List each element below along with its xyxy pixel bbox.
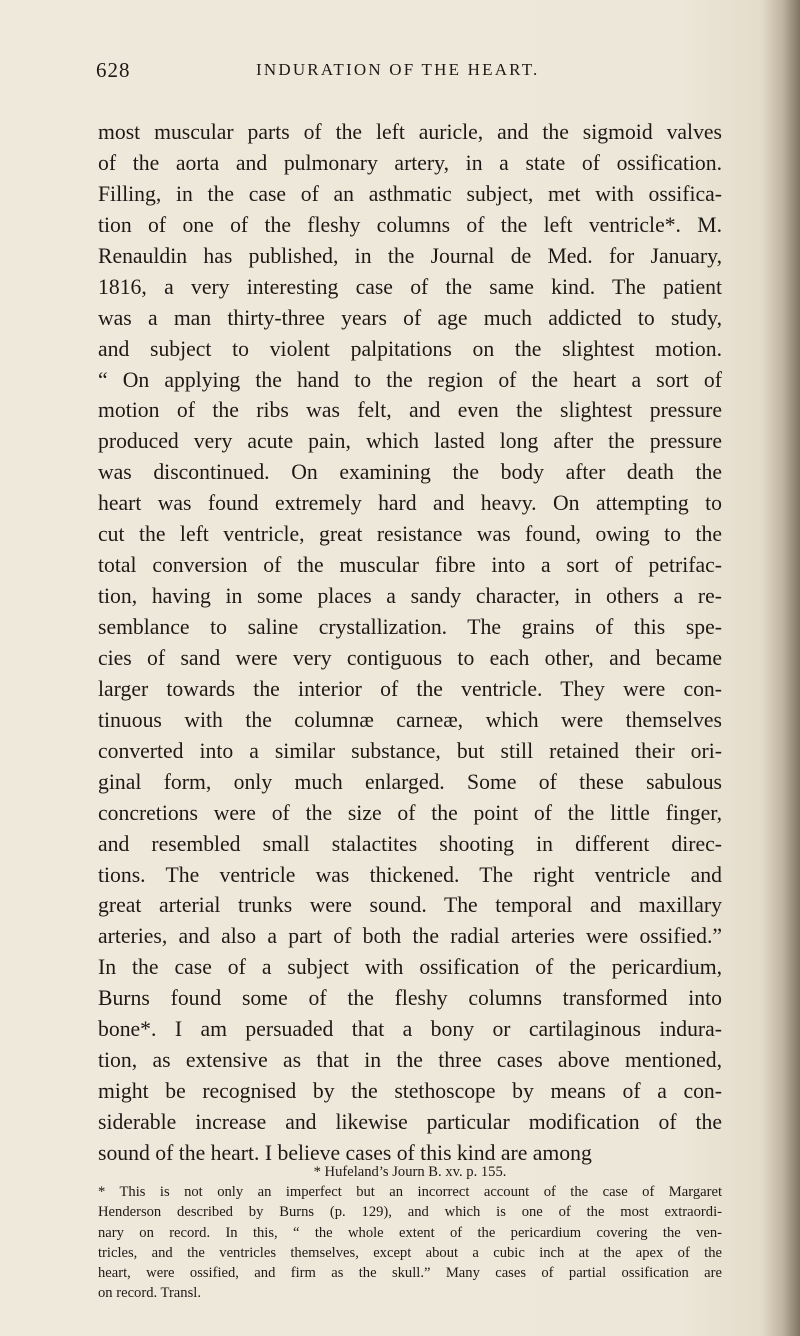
body-line: motion of the ribs was felt, and even the slightest pressure (98, 398, 722, 423)
footnote-line: * This is not only an imperfect but an incorrect account of the case of Margaret (98, 1184, 722, 1201)
body-line: great arterial trunks were sound. The temporal and maxillary (98, 893, 722, 918)
running-head: INDURATION OF THE HEART. (256, 60, 540, 79)
body-line: Renauldin has published, in the Journal de Med. for January, (98, 243, 722, 268)
page-edge-shadow (762, 0, 800, 1336)
body-line: and resembled small stalactites shooting in different direc- (98, 831, 722, 856)
body-line: Filling, in the case of an asthmatic subject, met with ossifica- (98, 181, 722, 206)
footnote-line: heart, were ossified, and firm as the skull.” Many cases of partial ossification are (98, 1264, 722, 1281)
footnote-line: Henderson described by Burns (p. 129), and which is one of the most extraordi- (98, 1204, 722, 1221)
body-line: produced very acute pain, which lasted long after the pressure (98, 429, 722, 454)
body-line: tion of one of the fleshy columns of the left ventricle*. M. (98, 212, 722, 237)
body-line: “ On applying the hand to the region of the heart a sort of (98, 367, 722, 392)
body-line: tion, having in some places a sandy character, in others a re- (98, 584, 722, 609)
body-line: 1816, a very interesting case of the same kind. The patient (98, 274, 722, 299)
body-line: In the case of a subject with ossification of the pericardium, (98, 955, 722, 980)
body-line: larger towards the interior of the ventricle. They were con- (98, 676, 722, 701)
body-line: siderable increase and likewise particular modification of the (98, 1110, 722, 1134)
footnote-line: nary on record. In this, “ the whole extent of the pericardium covering the ven- (98, 1224, 722, 1241)
body-line: total conversion of the muscular fibre into a sort of petrifac- (98, 553, 722, 578)
page-header (96, 58, 716, 88)
body-line: sound of the heart. I believe cases of this kind are among (98, 1140, 592, 1165)
body-line: most muscular parts of the left auricle, and the sigmoid valves (98, 120, 722, 144)
body-line: was discontinued. On examining the body after death the (98, 460, 722, 485)
footnotes (98, 1162, 722, 1303)
body-line: arteries, and also a part of both the radial arteries were ossified.” (98, 924, 722, 949)
body-line: Burns found some of the fleshy columns transformed into (98, 986, 722, 1011)
body-line: ginal form, only much enlarged. Some of these sabulous (98, 769, 722, 794)
body-line: concretions were of the size of the point of the little finger, (98, 800, 722, 825)
footnote-line: * Hufeland’s Journ B. xv. p. 155. (313, 1164, 507, 1180)
footnote-line: on record. Transl. (98, 1285, 201, 1302)
body-line: cies of sand were very contiguous to each other, and became (98, 645, 722, 670)
body-line: cut the left ventricle, great resistance was found, owing to the (98, 522, 722, 547)
body-text (98, 117, 722, 1169)
body-line: tions. The ventricle was thickened. The right ventricle and (98, 862, 722, 887)
body-line: of the aorta and pulmonary artery, in a state of ossification. (98, 150, 722, 175)
body-line: bone*. I am persuaded that a bony or cartilaginous indura- (98, 1017, 722, 1042)
body-line: was a man thirty-three years of age much addicted to study, (98, 305, 722, 330)
body-line: semblance to saline crystallization. The grains of this spe- (98, 615, 722, 639)
page-number: 628 (96, 58, 131, 82)
footnote-line: tricles, and the ventricles themselves, except about a cubic inch at the apex of the (98, 1244, 722, 1261)
body-line: tinuous with the columnæ carneæ, which were themselves (98, 707, 722, 732)
body-line: heart was found extremely hard and heavy. On attempting to (98, 491, 722, 516)
body-line: tion, as extensive as that in the three cases above mentioned, (98, 1048, 722, 1073)
body-line: and subject to violent palpitations on the slightest motion. (98, 336, 722, 361)
body-line: might be recognised by the stethoscope by means of a con- (98, 1079, 722, 1104)
body-line: converted into a similar substance, but still retained their ori- (98, 738, 722, 763)
